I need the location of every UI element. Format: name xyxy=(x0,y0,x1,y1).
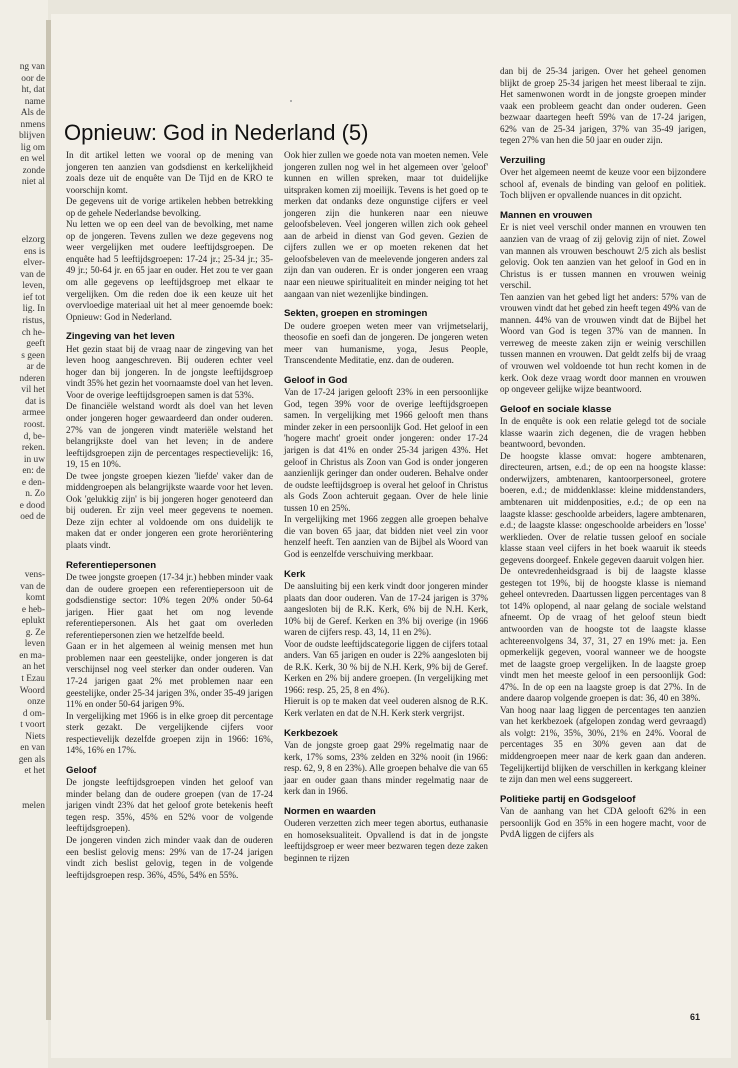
spine-text-line: eplukt xyxy=(21,616,45,627)
section-heading-geloof-in-god: Geloof in God xyxy=(284,374,348,386)
spine-text-line: zonde xyxy=(22,165,45,176)
spine-text-line: elzorg xyxy=(21,235,45,246)
section-heading-normen: Normen en waarden xyxy=(284,805,376,817)
spine-text-line: e heb- xyxy=(21,604,45,615)
section-heading-zingeving: Zingeving van het leven xyxy=(66,331,175,343)
spine-text-line: en van xyxy=(20,743,45,754)
paragraph: Van de aanhang van het CDA gelooft 62% in een persoonlijk God en 35% in een hogere macht, voor de PvdA liggen de cijfers als xyxy=(500,806,706,840)
spine-text-line: van de xyxy=(20,581,45,592)
paragraph: In vergelijking met 1966 is in elke groep dit percentage sterk gezakt. De vergelijkende cijfers voor respectievelijk dezelfde groepen zijn in 1966: 16%, 14%, 16% en 17%. xyxy=(66,710,273,756)
spine-text-line: armee xyxy=(22,408,45,419)
spine-text-line: ht, dat xyxy=(21,85,45,96)
spine-text-line: dat is xyxy=(24,396,45,407)
spine-text-line: et het xyxy=(24,766,45,777)
paragraph: De ontevredenheidsgraad is bij de laagste klasse gestegen tot 19%, bij de hoogste klasse is niemand geheel ontevreden. Daartussen liggen percentages van 8 tot 14% oplopend, al naar gelang de sociale welstand afneemt. Op de vraag of het geloof steun biedt antwoorden van de hoogste tot de laagste klasse achtereenvolgens 34, 37, 31, 27 en 19% met: ja. Een opmerkelijk gegeven, vooral wanneer we de hoogste met de laagste groep vergelijken. In de laagste groep vindt men het meeste geloof in een persoonlijk God: 47%. In de op een na laagste groep is dat 27%. In de andere daarop volgende groepen is dat: 36, 40 en 38%. xyxy=(500,566,706,704)
spine-text-line: e dood xyxy=(19,500,45,511)
spine-text-line xyxy=(5,778,45,790)
spine-text-line: van de xyxy=(20,269,45,280)
spine-text-line: lig. In xyxy=(22,304,45,315)
spine-text-line: reken. xyxy=(21,443,45,454)
spine-text-line: nmens xyxy=(20,119,45,130)
spine-text-line: vil het xyxy=(21,385,45,396)
paragraph: De twee jongste groepen kiezen 'liefde' vaker dan de middengroepen als belangrijkste waarde voor het leven. Ook 'gelukkig zijn' is bij jongeren hoger genoteerd dan bij ouderen. Er zijn veel meer gegevens te noemen. Deze zijn echter al voldoende om ons duidelijk te maken dat er onder jongeren een grote heroriëntering plaats vindt. xyxy=(66,470,273,550)
column-1 xyxy=(66,150,273,881)
spine-text-line: en: de xyxy=(22,466,45,477)
print-speck xyxy=(290,100,292,102)
paragraph: dan bij de 25-34 jarigen. Over het geheel genomen blijkt de groep 25-34 jarigen het meest liberaal te zijn. Het samenwonen wordt in de jongste groepen minder vaak een probleem geacht dan onder ouderen. Geen bezwaar daartegen heeft 59% van de 17-24 jarigen, 62% van de 25-34 jarigen, 37% van 35-49 jarigen, tegen 27% van hen die 50 jaar en ouder zijn. xyxy=(500,66,706,146)
spine-text-line: ristus, xyxy=(22,316,45,327)
paragraph: In de enquête is ook een relatie gelegd tot de sociale klasse waarin zich degenen, die de vragen hebben beantwoord, bevonden. xyxy=(500,416,706,450)
spine-text-line xyxy=(5,559,45,571)
spine-text-line: ief tot xyxy=(22,292,45,303)
paragraph: De hoogste klasse omvat: hogere ambtenaren, directeuren, artsen, e.d.; de op een na hoogste klasse: onderwijzers, ambtenaren, kantoorpersoneel, grotere boeren, e.d.; de middenklasse: kleine middenstanders, ambtenaren uit middenposities, e.d.; de op een na laagste klasse: geschoolde arbeiders, lagere ambtenaren, e.d.; de laagste klasse: ongeschoolde arbeiders en 'losse' werklieden. Over de relatie tussen geloof en sociale klasse staan veel cijfers in het boek waaruit ik steeds gegevens doorgeef. Enkele gegeven daaruit volgen hier. xyxy=(500,450,706,565)
spine-text-line: komt xyxy=(25,593,45,604)
spine-text-line: oor de xyxy=(21,73,45,84)
spine-text-line xyxy=(5,524,45,536)
spine-text-line: en ma- xyxy=(19,650,45,661)
spine-text-line xyxy=(5,535,45,547)
spine-text-line: elver- xyxy=(23,258,45,269)
section-heading-referentiepersonen: Referentiepersonen xyxy=(66,559,157,571)
spine-text-line xyxy=(5,547,45,559)
section-heading-kerkbezoek: Kerkbezoek xyxy=(284,727,338,739)
paragraph: De oudere groepen weten meer van vrijmetselarij, theosofie en soefi dan de jongeren. De jongeren weten meer van humanisme, yoga, Jesus People, Transcendente Meditatie, enz. dan de ouderen. xyxy=(284,320,488,366)
spine-text-line: niet al xyxy=(21,177,45,188)
spine-text-line: an het xyxy=(22,662,45,673)
spine-text-line: geeft xyxy=(26,339,45,350)
spine-text-line xyxy=(5,189,45,201)
spine-text-line: g. Ze xyxy=(25,627,45,638)
paragraph: De financiële welstand wordt als doel van het leven onder jongeren hoger gewaardeerd dan onder ouderen. 27% van de jongeren vindt materiële welstand het belangrijkste doel van het leven; in de andere leeftijdsgroepen zijn de percentages respectievelijk: 16, 19, 15 en 10%. xyxy=(66,401,273,470)
paragraph: De aansluiting bij een kerk vindt door jongeren minder plaats dan door ouderen. Van de 17-24 jarigen is 37% aangesloten bij de R.K. Kerk, 6% bij de N.H. Kerk, 10% bij de Geref. Kerken en 3% bij overige (in 1966 waren de cijfers resp. 43, 14, 11 en 2%). xyxy=(284,581,488,638)
spine-text-line: t Ezau xyxy=(21,673,45,684)
spine-text-line: onze xyxy=(27,697,45,708)
paragraph: De jongeren vinden zich minder vaak dan de ouderen een beslist gelovig mens: 29% van de 17-24 jarigen vindt zich beslist gelovig, tegen in de volgende leeftijdsgroepen resp. 36%, 45%, 54% en 55%. xyxy=(66,835,273,880)
spine-text-line: ch he- xyxy=(21,327,45,338)
paragraph: Voor de oudste leeftijdscategorie liggen de cijfers totaal anders. Van 65 jarigen en ouder is 22% aangesloten bij de R.K. Kerk, 30 % bij de N.H. Kerk, 9% bij de Geref. Kerken en 2% bij andere groepen. (In vergelijking met 1966: resp. 25, 25, 8 en 4%). xyxy=(284,638,488,695)
spine-text-line: ng van xyxy=(19,62,45,72)
spine-text-line: d, be- xyxy=(23,431,45,442)
spine-text-line: in uw xyxy=(23,454,45,465)
spine-text-line: n. Zo xyxy=(25,489,45,500)
paragraph: De twee jongste groepen (17-34 jr.) hebben minder vaak dan de oudere groepen een referentiepersoon uit de godsdienstige sector: 10% tegen 20% onder 50-64 jarigen. Hier gaat het om nog levende referentiepersonen. Als het gaat om overleden referentiepersonen zien we hetzelfde beeld. xyxy=(66,572,273,640)
spine-text-line: nderen xyxy=(19,373,45,384)
spine-text-line: ar de xyxy=(26,362,45,373)
spine-text-line: lig om xyxy=(20,142,45,153)
spine-text-line: e den- xyxy=(21,477,45,488)
section-heading-verzuiling: Verzuiling xyxy=(500,154,546,166)
paragraph: Ten aanzien van het gebed ligt het anders: 57% van de vrouwen vindt dat het gebed zin heeft tegen 49% van de mannen. 44% van de vrouwen vindt dat de Bijbel het Woord van God is tegen 37% van de mannen. In verreweg de meeste zaken zijn er weinig verschillen tussen mannen en vrouwen. Dat geldt zelfs bij de vraag of vrouwen wel voldoende tot hun recht komen in de kerk. Ook deze vraag wordt door mannen en vrouwen op ongeveer gelijke wijze beantwoord. xyxy=(500,291,706,395)
spine-text-line: oed de xyxy=(20,512,45,523)
section-heading-mannen-vrouwen: Mannen en vrouwen xyxy=(500,209,593,221)
paragraph: Er is niet veel verschil onder mannen en vrouwen ten aanzien van de vraag of zij gelovig zijn of niet. Zowel van mannen als vrouwen beschouwt 2/5 zich als beslist gelovig. Ook ten aanzien van het geloof in God en in Christus is er tussen mannen en vrouwen weinig verschil. xyxy=(500,222,706,291)
spine-text-line: ens is xyxy=(23,246,45,257)
paragraph: Het gezin staat bij de vraag naar de zingeving van het leven hoog aangeschreven. Bij ouderen echter veel hoger dan bij jongeren. In de jongste leeftijdsgroep vindt 35% het gezin het voornaamste doel van het leven. Voor de overige leeftijdsgroepen samen is dat 53%. xyxy=(66,343,273,400)
paragraph: Ouderen verzetten zich meer tegen abortus, euthanasie en homoseksualiteit. Opvallend is dat in de jongste leeftijdsgroep er weer meer bezwaren tegen deze zaken beginnen te rijzen xyxy=(284,818,488,863)
column-2 xyxy=(284,150,488,864)
paragraph: In dit artikel letten we vooral op de mening van jongeren ten aanzien van godsdienst en kerkelijkheid zoals deze uit de enquête van De Tijd en de KRO te voorschijn komt. xyxy=(66,150,273,195)
spine-text-line: blijven xyxy=(18,131,45,142)
spine-text-line: Woord xyxy=(19,685,45,696)
section-heading-geloof: Geloof xyxy=(66,764,97,776)
paragraph: Ook hier zullen we goede nota van moeten nemen. Vele jongeren zullen nog wel in het algemeen over 'geloof' kunnen en willen spreken, maar tot duidelijke uitspraken komen zij moeilijk. Tevens is het goed op te merken dat ondanks deze ongunstige cijfers er veel jongeren zijn die hunkeren naar een nieuwe geloofsbeleven. Veel jongeren willen zich ook geheel aan de arbeid in dienst van God geven. Gezien de cijfers zullen we er op moeten rekenen dat het geloofsbeleven van de meelevende jongeren anders zal zijn dan van ouderen. Er is onder jongeren een vraag naar een nieuwe spiritualiteit en minder neiging tot het aangaan van niet wezenlijke bindingen. xyxy=(284,150,488,299)
section-heading-politiek: Politieke partij en Godsgeloof xyxy=(500,793,636,805)
spine-text-line xyxy=(5,789,45,801)
paragraph: Van hoog naar laag liggen de percentages ten aanzien van het kerkbezoek (afgelopen zondag werd gevraagd) als volgt: 21%, 35%, 30%, 21% en 24%. Vooral de percentages 35 en 30% geven aan dat de middengroepen meer naar de kerk gaan dan anderen. Tegelijkertijd blijken de verschillen in kerkgang kleiner te zijn dan men wel eens suggereert. xyxy=(500,704,706,785)
section-heading-sekten: Sekten, groepen en stromingen xyxy=(284,308,428,320)
spine-text-line: vens- xyxy=(24,570,45,581)
section-heading-sociale-klasse: Geloof en sociale klasse xyxy=(500,403,612,415)
paragraph: Van de 17-24 jarigen gelooft 23% in een persoonlijke God, tegen 39% voor de overige leeftijdsgroepen samen. In vergelijking met 1966 gelooft men thans minder zeker in een persoonlijk God. Het geloof in een 'hogere macht' groeit onder jongeren: onder 17-24 jarigen is dat 41% en onder 25-34 jarigen 43%. Het geloof in Christus als Zoon van God is onder jongeren aanzienlijk geringer dan onder ouderen. Behalve onder de oudste leeftijdsgroep is overal het geloof in Christus als Gods Zoon achteruit gegaan. Over de hele linie tussen 10 en 25%. xyxy=(284,387,488,513)
spine-text-line xyxy=(5,201,45,213)
spine-text-line: melen xyxy=(22,801,45,811)
section-heading-kerk: Kerk xyxy=(284,568,306,580)
paragraph: Gaan er in het algemeen al weinig mensen met hun problemen naar een geestelijke, onder jongeren is dat verschijnsel nog veel sterker dan onder ouderen. Van 17-24 jarigen gaat 2% met problemen naar een geestelijke, onder 25-34 jarigen 3%, onder 35-49 jarigen 11% en onder 50-64 jarigen 9%. xyxy=(66,641,273,710)
spine-text-line xyxy=(5,224,45,236)
spine-text-line: en wel xyxy=(20,154,45,165)
spine-text-line: gen als xyxy=(18,754,45,765)
spine-text-line xyxy=(5,212,45,224)
paragraph: Hieruit is op te maken dat veel ouderen alsnog de R.K. Kerk verlaten en dat de N.H. Kerk sterk vergrijst. xyxy=(284,696,488,719)
paragraph: De gegevens uit de vorige artikelen hebben betrekking op de gehele Nederlandse bevolking. xyxy=(66,196,273,218)
article-title: Opnieuw: God in Nederland (5) xyxy=(64,120,369,145)
spine-text-line: name xyxy=(24,96,45,107)
spine-text-line: leven, xyxy=(22,281,45,292)
paragraph: Over het algemeen neemt de keuze voor een bijzondere school af, evenals de binding van geloof en politiek. Toch blijven er opvallende nuances in dit opzicht. xyxy=(500,167,706,201)
spine-text-line: s geen xyxy=(21,350,45,361)
spine-text-line: Niets xyxy=(25,731,45,742)
spine-text-line: d om- xyxy=(22,708,45,719)
paragraph: In vergelijking met 1966 zeggen alle groepen behalve die van boven 65 jaar, dat bidden niet veel zin voor henzelf heeft. Ten aanzien van de Bijbel als Woord van God is eenzelfde verschuiving merkbaar. xyxy=(284,514,488,559)
paragraph: Van de jongste groep gaat 29% regelmatig naar de kerk, 17% soms, 23% zelden en 32% nooit (in 1966: resp. 62, 9, 8 en 23%). Alle groepen behalve die van 65 jaar en ouder gaan thans minder regelmatig naar de kerk dan in 1966. xyxy=(284,740,488,797)
adjacent-page-text xyxy=(5,62,45,813)
spine-text-line: Als de xyxy=(20,108,45,119)
spine-text-line: t voort xyxy=(20,720,45,731)
page-number: 61 xyxy=(690,1012,701,1022)
adjacent-page-strip xyxy=(0,0,48,1068)
spine-text-line: leven xyxy=(24,639,45,650)
paragraph: Nu letten we op een deel van de bevolking, met name op de jongeren. Tevens zullen we deze gegevens nog weer vergelijken met oudere leeftijdsgroepen. De enquête had 5 leeftijdsgroepen: 17-24 jr.; 25-34 jr.; 35-49 jr.; 50-64 jr. en 65 jaar en ouder. Het zou te ver gaan om alle gegevens op leeftijdsgroep met elkaar te vergelijken. Om die reden doe ik een keuze uit het overvloedige materiaal uit het al meer genoemde boek: Opnieuw: God in Nederland. xyxy=(66,219,273,322)
column-3 xyxy=(500,66,706,841)
paragraph: De jongste leeftijdsgroepen vinden het geloof van minder belang dan de oudere groepen (van de 17-24 jarigen vindt 23% dat het geloof grote betekenis heeft tegen resp. 35%, 45% en 52% voor de volgende leeftijdsgroepen). xyxy=(66,777,273,834)
spine-text-line: roost. xyxy=(23,419,45,430)
